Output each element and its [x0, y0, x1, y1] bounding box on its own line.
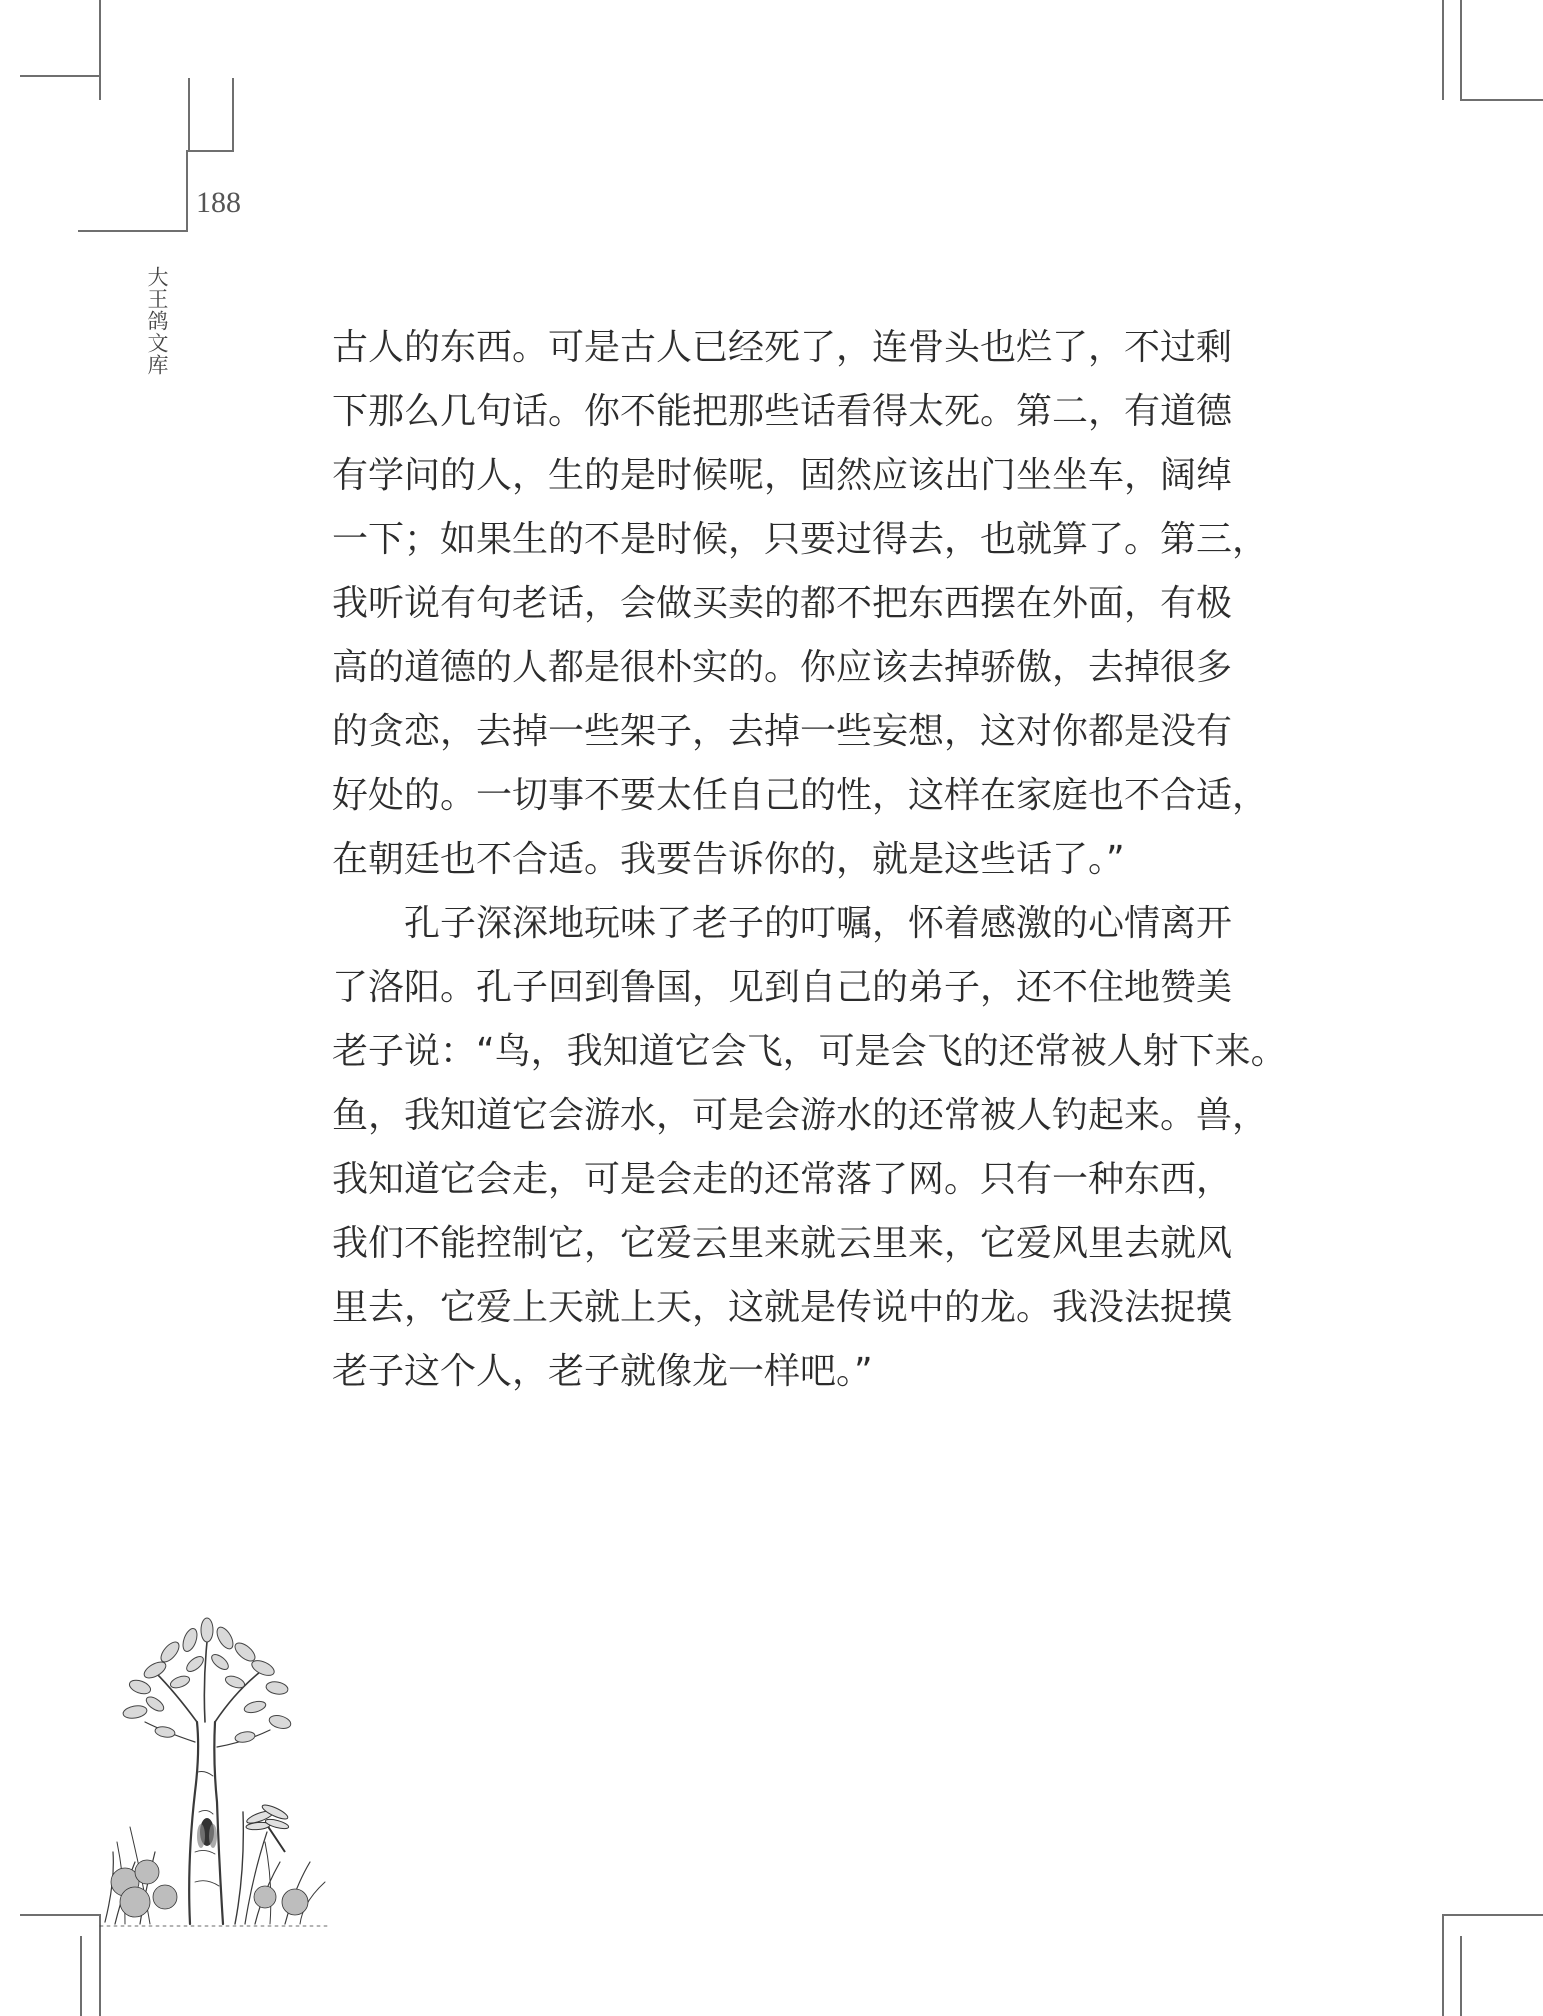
- text-line: 鱼，我知道它会游水，可是会游水的还常被人钓起来。兽，: [332, 1095, 1269, 1136]
- text-line: 孔子深深地玩味了老子的叮嘱，怀着感激的心情离开: [404, 903, 1233, 944]
- text-line: 好处的。一切事不要太任自己的性，这样在家庭也不合适，: [332, 775, 1269, 816]
- text-line: 在朝廷也不合适。我要告诉你的，就是这些话了。”: [332, 839, 1125, 880]
- text-line: 高的道德的人都是很朴实的。你应该去掉骄傲，去掉很多: [332, 647, 1233, 688]
- text-line: 老子这个人，老子就像龙一样吧。”: [332, 1351, 873, 1392]
- text-line: 老子说：“鸟，我知道它会飞，可是会飞的还常被人射下来。: [332, 1031, 1287, 1072]
- crop-mark: [20, 75, 100, 77]
- paragraph: [332, 892, 1287, 1404]
- page-number: 188: [196, 186, 241, 219]
- text-line: 里去，它爱上天就上天，这就是传说中的龙。我没法捉摸: [332, 1287, 1233, 1328]
- body-text: [332, 316, 1287, 1404]
- crop-mark: [1442, 1914, 1444, 2016]
- crop-mark: [1442, 0, 1444, 100]
- series-title: 大王鸽文库: [145, 266, 169, 376]
- text-line: 古人的东西。可是古人已经死了，连骨头也烂了，不过剩: [332, 327, 1233, 368]
- text-line: 一下；如果生的不是时候，只要过得去，也就算了。第三，: [332, 519, 1269, 560]
- crop-mark: [20, 1914, 100, 1916]
- crop-mark: [1442, 1914, 1543, 1916]
- crop-mark: [188, 150, 234, 152]
- crop-mark: [99, 0, 101, 100]
- text-line: 我们不能控制它，它爱云里来就云里来，它爱风里去就风: [332, 1223, 1233, 1264]
- tree-illustration: [95, 1612, 335, 1936]
- text-line: 了洛阳。孔子回到鲁国，见到自己的弟子，还不住地赞美: [332, 967, 1233, 1008]
- tree-with-cicada-and-dragonfly-sketch-icon: [95, 1612, 335, 1932]
- dragonfly-icon: [245, 1802, 289, 1852]
- paragraph: [332, 316, 1269, 892]
- crop-mark: [1460, 1936, 1462, 2016]
- text-line: 的贪恋，去掉一些架子，去掉一些妄想，这对你都是没有: [332, 711, 1233, 752]
- crop-mark: [232, 78, 234, 152]
- text-line: 我听说有句老话，会做买卖的都不把东西摆在外面，有极: [332, 583, 1233, 624]
- crop-mark: [186, 150, 188, 232]
- text-line: 下那么几句话。你不能把那些话看得太死。第二，有道德: [332, 391, 1233, 432]
- crop-mark: [188, 78, 190, 152]
- cicada-icon: [197, 1818, 217, 1848]
- crop-mark: [1460, 99, 1543, 101]
- crop-mark: [80, 1936, 82, 2016]
- crop-mark: [78, 230, 188, 232]
- text-line: 有学问的人，生的是时候呢，固然应该出门坐坐车，阔绰: [332, 455, 1233, 496]
- crop-mark: [1460, 0, 1462, 100]
- text-line: 我知道它会走，可是会走的还常落了网。只有一种东西，: [332, 1159, 1233, 1200]
